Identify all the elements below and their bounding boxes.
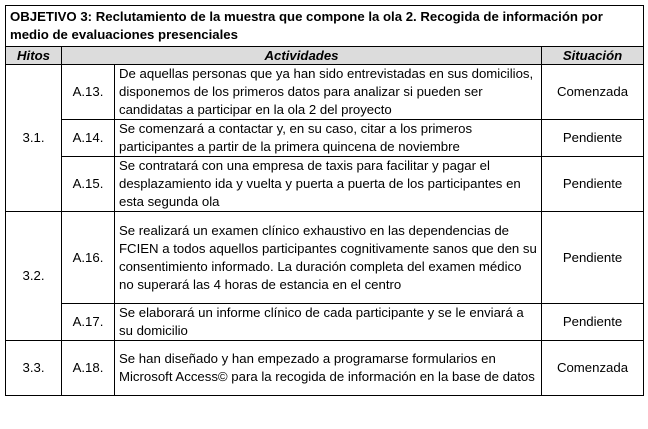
table-row [6, 65, 644, 120]
status-cell: Pendiente [542, 304, 644, 341]
table-row [6, 304, 644, 341]
activity-code: A.14. [62, 120, 115, 157]
table-row [6, 120, 644, 157]
activity-description: Se elaborará un informe clínico de cada participante y se le enviará a su domicilio [115, 304, 542, 341]
table-title: OBJETIVO 3: Reclutamiento de la muestra que compone la ola 2. Recogida de información por medio de evaluaciones presenciales [6, 6, 644, 47]
activity-description: De aquellas personas que ya han sido entrevistadas en sus domicilios, disponemos de los primeros datos para analizar si pueden ser candidatas a participar en la ola 2 del proyecto [115, 65, 542, 120]
status-cell: Pendiente [542, 120, 644, 157]
status-cell: Comenzada [542, 65, 644, 120]
activity-description: Se realizará un examen clínico exhaustivo en las dependencias de FCIEN a todos aquellos participantes cognitivamente sanos que den su consentimiento informado. La duración completa del examen médico no superará las 4 horas de estancia en el centro [115, 212, 542, 304]
header-situacion: Situación [542, 47, 644, 65]
table-row [6, 341, 644, 396]
status-cell: Pendiente [542, 157, 644, 212]
objective-table [5, 5, 644, 396]
activity-description: Se contratará con una empresa de taxis para facilitar y pagar el desplazamiento ida y vuelta y puerta a puerta de los participantes en esta segunda ola [115, 157, 542, 212]
activity-code: A.16. [62, 212, 115, 304]
status-cell: Comenzada [542, 341, 644, 396]
activity-code: A.13. [62, 65, 115, 120]
table-row [6, 212, 644, 304]
hito-cell: 3.1. [6, 65, 62, 212]
activity-description: Se han diseñado y han empezado a programarse formularios en Microsoft Access© para la recogida de información en la base de datos [115, 341, 542, 396]
table-row [6, 157, 644, 212]
activity-description: Se comenzará a contactar y, en su caso, citar a los primeros participantes a partir de la primera quincena de noviembre [115, 120, 542, 157]
hito-cell: 3.3. [6, 341, 62, 396]
header-hitos: Hitos [6, 47, 62, 65]
hito-cell: 3.2. [6, 212, 62, 341]
activity-code: A.18. [62, 341, 115, 396]
activity-code: A.15. [62, 157, 115, 212]
activity-code: A.17. [62, 304, 115, 341]
status-cell: Pendiente [542, 212, 644, 304]
header-actividades: Actividades [62, 47, 542, 65]
